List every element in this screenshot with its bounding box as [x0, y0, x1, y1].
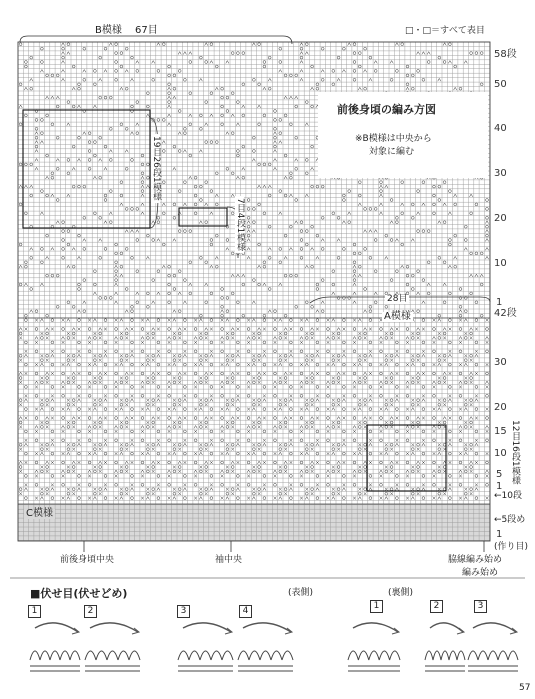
row-lower-5: 5: [496, 469, 503, 480]
sleeve-center-label: 袖中央: [215, 555, 243, 565]
title-box: [318, 92, 488, 178]
back-side-label: (裏側): [388, 588, 414, 598]
bind-off-step-2-needle-icon: [90, 623, 138, 632]
row-lower-15: 15: [494, 426, 507, 437]
bind-off-step-6-knit-icon: [425, 651, 465, 671]
body-center-label: 前後身頃中央: [60, 555, 115, 565]
row-20: 20: [494, 213, 507, 224]
cast-on-label: (作り目): [494, 542, 529, 552]
repeat-b-label: 19目26段1模様: [151, 136, 161, 201]
back-step-3: 3: [474, 600, 487, 613]
row-base-1: 1: [496, 529, 503, 540]
row-30: 30: [494, 168, 507, 179]
chart-title: 前後身頃の編み方図: [337, 103, 436, 116]
front-side-label: (表側): [288, 588, 314, 598]
front-step-1: 1: [28, 605, 41, 618]
back-step-1: 1: [370, 600, 383, 613]
row-10: 10: [494, 258, 507, 269]
row-lower-30: 30: [494, 357, 507, 368]
repeat-small-box: [179, 208, 227, 226]
bind-off-step-2-knit-icon: [85, 651, 140, 671]
front-step-4: 4: [239, 605, 252, 618]
bind-off-step-6-needle-icon: [430, 623, 463, 632]
row-50: 50: [494, 79, 507, 90]
repeat-small-label: 7目4段1模様: [235, 198, 245, 252]
pattern-a-label: A模様: [384, 311, 411, 322]
pattern-b-count: 67目: [135, 25, 158, 36]
repeat-b-box: [23, 110, 150, 228]
bind-off-step-3-knit-icon: [178, 651, 233, 671]
note-line-1: ※B模様は中央から: [355, 134, 432, 144]
row-58: 58段: [494, 49, 517, 60]
bind-off-step-7-knit-icon: [468, 651, 518, 671]
row-10-arrow: ←10段: [494, 491, 522, 501]
bind-off-step-1-needle-icon: [35, 623, 78, 632]
row-42: 42段: [494, 308, 517, 319]
row-5-arrow: ←5段め: [494, 515, 526, 525]
bind-off-step-5-knit-icon: [348, 651, 400, 671]
front-step-2: 2: [84, 605, 97, 618]
pattern-a-count: 28目: [387, 294, 408, 304]
page-number: 57: [519, 683, 531, 693]
repeat-right-label: 12目16段1模様: [510, 420, 520, 485]
bind-off-step-5-needle-icon: [353, 623, 398, 632]
pattern-b-label: B模様: [95, 25, 122, 36]
side-start-label: 脇線編み始め: [448, 555, 503, 565]
bind-off-step-3-needle-icon: [183, 623, 231, 632]
row-lower-20: 20: [494, 402, 507, 413]
row-lower-1: 1: [496, 481, 503, 492]
bind-off-step-4-needle-icon: [243, 623, 291, 632]
repeat-right-box: [367, 425, 446, 491]
front-step-3: 3: [177, 605, 190, 618]
pattern-c-label: C模様: [26, 508, 53, 519]
row-lower-10: 10: [494, 448, 507, 459]
bind-off-title: ■伏せ目(伏せどめ): [30, 587, 128, 600]
row-1: 1: [496, 297, 503, 308]
bind-off-step-1-knit-icon: [30, 651, 80, 671]
note-line-2: 対象に編む: [369, 147, 415, 157]
row-40: 40: [494, 123, 507, 134]
symbol-legend: □・□＝すべて表目: [405, 26, 485, 36]
start-label: 編み始め: [462, 568, 499, 578]
bind-off-step-4-knit-icon: [238, 651, 293, 671]
back-step-2: 2: [430, 600, 443, 613]
bind-off-step-7-needle-icon: [473, 623, 516, 632]
